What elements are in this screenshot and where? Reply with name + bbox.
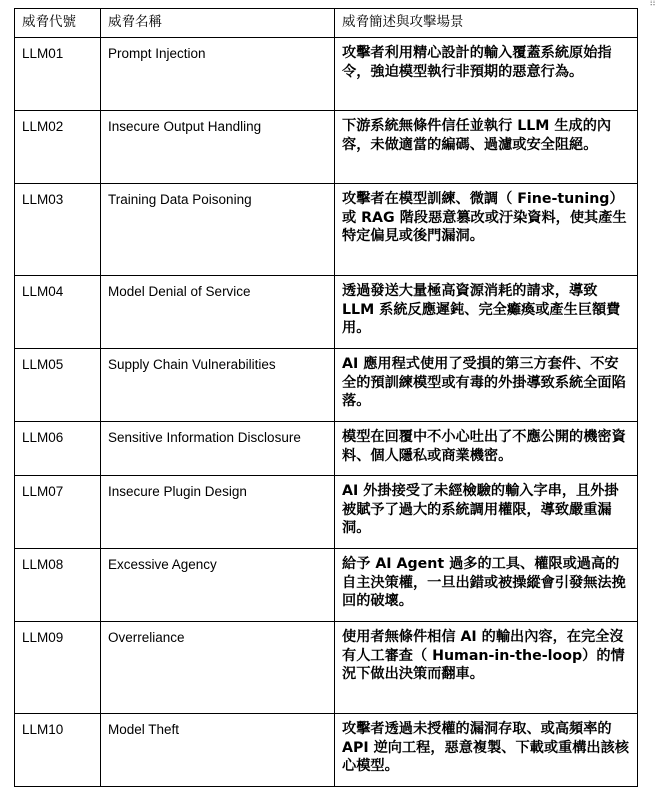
- threat-description: AI 應用程式使用了受損的第三方套件、不安全的預訓練模型或有毒的外掛導致系統全面陷落。: [335, 349, 638, 422]
- table-row: [15, 714, 638, 787]
- threat-id: LLM07: [15, 476, 101, 549]
- threat-description: 透過發送大量極高資源消耗的請求，導致 LLM 系統反應遲鈍、完全癱瘓或產生巨額費用。: [335, 276, 638, 349]
- threat-description: 下游系統無條件信任並執行 LLM 生成的內容，未做適當的編碼、過濾或安全阻絕。: [335, 111, 638, 184]
- threat-name: Model Theft: [101, 714, 335, 787]
- threat-table: [14, 8, 638, 787]
- header-threat-id: 威脅代號: [15, 9, 101, 38]
- threat-name: Supply Chain Vulnerabilities: [101, 349, 335, 422]
- threat-name: Training Data Poisoning: [101, 184, 335, 276]
- threat-id: LLM10: [15, 714, 101, 787]
- threat-name: Excessive Agency: [101, 549, 335, 622]
- table-row: [15, 476, 638, 549]
- table-row: [15, 184, 638, 276]
- threat-id: LLM04: [15, 276, 101, 349]
- table-row: [15, 549, 638, 622]
- threat-description: AI 外掛接受了未經檢驗的輸入字串，且外掛被賦予了過大的系統調用權限，導致嚴重漏洞。: [335, 476, 638, 549]
- threat-description: 使用者無條件相信 AI 的輸出內容，在完全沒有人工審查（ Human-in-the-loop）的情況下做出決策而翻車。: [335, 622, 638, 714]
- threat-id: LLM02: [15, 111, 101, 184]
- header-threat-description: 威脅簡述與攻擊場景: [335, 9, 638, 38]
- threat-id: LLM09: [15, 622, 101, 714]
- header-threat-name: 威脅名稱: [101, 9, 335, 38]
- threat-name: Overreliance: [101, 622, 335, 714]
- threat-id: LLM03: [15, 184, 101, 276]
- table-row: [15, 422, 638, 476]
- table-row: [15, 349, 638, 422]
- threat-description: 攻擊者在模型訓練、微調（ Fine-tuning）或 RAG 階段惡意篡改或汙染資料，使其產生特定偏見或後門漏洞。: [335, 184, 638, 276]
- threat-description: 模型在回覆中不小心吐出了不應公開的機密資料、個人隱私或商業機密。: [335, 422, 638, 476]
- threat-description: 給予 AI Agent 過多的工具、權限或過高的自主決策權，一旦出錯或被操縱會引發無法挽回的破壞。: [335, 549, 638, 622]
- table-row: [15, 111, 638, 184]
- threat-name: Model Denial of Service: [101, 276, 335, 349]
- threat-name: Insecure Output Handling: [101, 111, 335, 184]
- threat-name: Insecure Plugin Design: [101, 476, 335, 549]
- threat-name: Prompt Injection: [101, 38, 335, 111]
- threat-id: LLM05: [15, 349, 101, 422]
- threat-name: Sensitive Information Disclosure: [101, 422, 335, 476]
- threat-id: LLM01: [15, 38, 101, 111]
- resize-grip-icon: ⠿: [649, 0, 656, 9]
- threat-id: LLM06: [15, 422, 101, 476]
- threat-description: 攻擊者透過未授權的漏洞存取、或高頻率的 API 逆向工程，惡意複製、下載或重構出該核心模型。: [335, 714, 638, 787]
- header-row: [15, 9, 638, 38]
- table-row: [15, 622, 638, 714]
- table-row: [15, 276, 638, 349]
- table-row: [15, 38, 638, 111]
- threat-description: 攻擊者利用精心設計的輸入覆蓋系統原始指令，強迫模型執行非預期的惡意行為。: [335, 38, 638, 111]
- threat-id: LLM08: [15, 549, 101, 622]
